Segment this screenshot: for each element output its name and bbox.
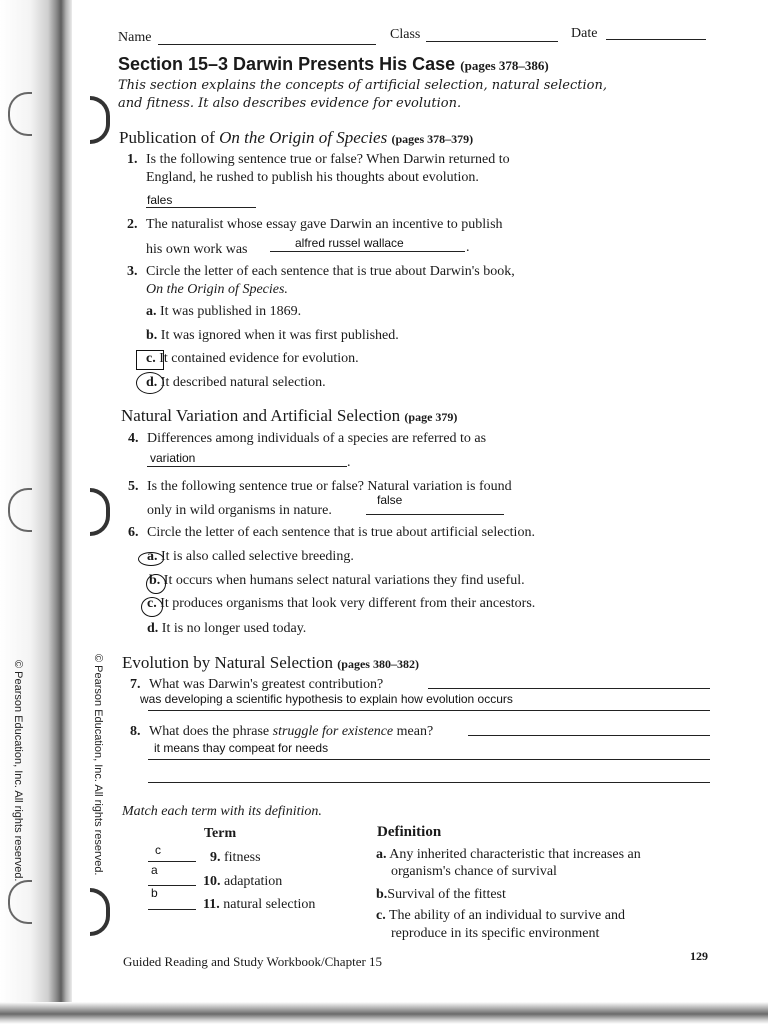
q5-number: 5. [128,479,139,494]
q8-answer[interactable]: it means thay compeat for needs [154,741,329,755]
section-heading [118,54,549,75]
subsection-variation: Natural Variation and Artificial Selection (page 379) [121,406,458,425]
class-line[interactable] [426,41,558,42]
punch-hole-right-middle [90,488,110,536]
definition-header: Definition [377,824,442,840]
q4-line-1: Differences among individuals of a species are referred to as [147,431,487,446]
q6-number: 6. [128,525,139,540]
q3-option-d[interactable]: d. It described natural selection. [146,375,326,390]
definition-b: b.Survival of the fittest [376,887,506,902]
name-line[interactable] [158,44,376,45]
q2-end: . [466,240,470,255]
match-instruction: Match each term with its definition. [122,804,322,819]
q6-option-c[interactable]: c. It produces organisms that look very different from their ancestors. [147,596,536,611]
footer-book-title: Guided Reading and Study Workbook/Chapter 15 [123,954,383,969]
section-title: Section 15–3 Darwin Presents His Case [118,54,456,74]
q3-option-c[interactable]: c. It contained evidence for evolution. [146,351,359,366]
q4-answer-line [147,466,347,467]
definition-a-line-2: organism's chance of survival [391,864,557,879]
term-header: Term [204,826,237,841]
q1-answer[interactable]: fales [147,193,173,207]
q4-end: . [347,455,351,470]
q8-line-1: What does the phrase struggle for existence mean? [149,724,434,739]
q5-answer-line [366,514,504,515]
q5-line-2: only in wild organisms in nature. [147,503,332,518]
q6-option-d[interactable]: d. It is no longer used today. [147,621,307,636]
term-9-line [148,861,196,862]
q7-line-1: What was Darwin's greatest contribution? [149,677,384,692]
date-label: Date [571,26,598,41]
term-10-answer[interactable]: a [151,863,158,877]
q3-number: 3. [127,264,138,279]
punch-hole-right-bottom [90,888,110,936]
q8-number: 8. [130,724,141,739]
q3-line-2: On the Origin of Species. [146,282,288,297]
bottom-edge-shadow [0,1002,768,1024]
q2-line-2: his own work was [146,242,248,257]
q5-answer[interactable]: false [377,493,403,507]
q6-option-b[interactable]: b. It occurs when humans select natural variations they find useful. [149,573,525,588]
q7-answer-line [148,710,710,711]
term-9: 9. fitness [210,850,261,865]
date-line[interactable] [606,39,706,40]
definition-c-line-2: reproduce in its specific environment [391,926,600,941]
q3-option-b[interactable]: b. It was ignored when it was first published. [146,328,399,343]
q5-line-1: Is the following sentence true or false? Natural variation is found [147,479,512,494]
copyright-outer: © Pearson Education, Inc. All rights reserved. [12,660,24,882]
class-label: Class [390,27,421,42]
term-11: 11. natural selection [203,897,316,912]
subsection-publication: Publication of On the Origin of Species (pages 378–379) [119,128,474,147]
q7-line-top [428,688,710,689]
q2-answer[interactable]: alfred russel wallace [295,236,404,250]
copyright-inner: © Pearson Education, Inc. All rights reserved. [92,654,104,876]
name-label: Name [118,30,152,45]
q1-line-1: Is the following sentence true or false? When Darwin returned to [146,152,510,167]
q6-line-1: Circle the letter of each sentence that is true about artificial selection. [147,525,535,540]
q2-line-1: The naturalist whose essay gave Darwin an incentive to publish [146,217,503,232]
punch-hole-right-top [90,96,110,144]
q8-answer-line-2 [148,782,710,783]
section-pages: (pages 378–386) [460,58,549,73]
q3-line-1: Circle the letter of each sentence that is true about Darwin's book, [146,264,515,279]
page-number: 129 [690,949,708,963]
definition-c: c. The ability of an individual to survive and [376,908,625,923]
q4-answer[interactable]: variation [150,451,196,465]
q2-number: 2. [127,217,138,232]
definition-a: a. Any inherited characteristic that increases an [376,847,641,862]
q1-answer-line [146,207,256,208]
term-9-answer[interactable]: c [155,843,161,857]
q4-number: 4. [128,431,139,446]
q8-answer-line-1 [148,759,710,760]
term-10: 10. adaptation [203,874,283,889]
q3-option-a[interactable]: a. It was published in 1869. [146,304,302,319]
q1-number: 1. [127,152,138,167]
q6-option-a[interactable]: a. It is also called selective breeding. [147,549,354,564]
subsection-natural-selection: Evolution by Natural Selection (pages 380–382) [122,653,419,672]
q7-number: 7. [130,677,141,692]
q1-line-2: England, he rushed to publish his thoughts about evolution. [146,170,479,185]
term-11-line [148,909,196,910]
q8-line-top [468,735,710,736]
intro-line-1: This section explains the concepts of artificial selection, natural selection, [118,78,607,93]
q7-answer[interactable]: was developing a scientific hypothesis to explain how evolution occurs [140,692,513,706]
intro-line-2: and fitness. It also describes evidence for evolution. [118,96,462,111]
q2-answer-line [270,251,465,252]
term-11-answer[interactable]: b [151,886,158,900]
